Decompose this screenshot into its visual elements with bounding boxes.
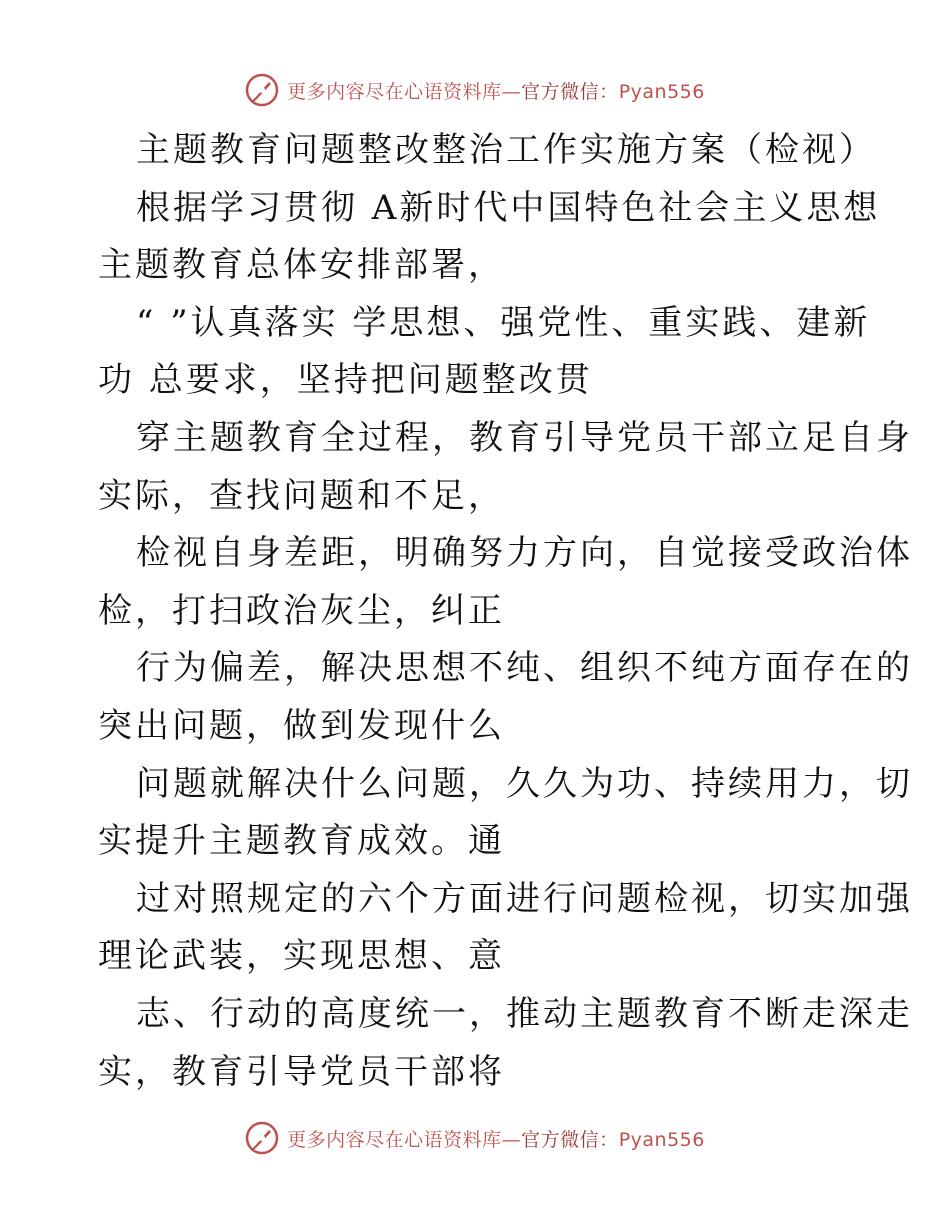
document-line: 功 总要求，坚持把问题整改贯 xyxy=(98,360,593,401)
document-line: 过对照规定的六个方面进行问题检视，切实加强 xyxy=(136,878,913,919)
header-banner xyxy=(0,70,950,110)
banner-official-label: 官方微信： xyxy=(521,80,619,103)
document-line: 突出问题，做到发现什么 xyxy=(98,705,505,746)
document-line: 主题教育总体安排部署， xyxy=(98,245,505,286)
document-body xyxy=(98,122,913,1101)
document-line: 志、行动的高度统一，推动主题教育不断走深走 xyxy=(136,993,913,1034)
banner-wechat-id: Pyan556 xyxy=(618,1128,705,1151)
banner-main-text: 更多内容尽在心语资料库 xyxy=(287,80,502,103)
document-line: 问题就解决什么问题，久久为功、持续用力，切 xyxy=(136,763,913,804)
document-line: 主题教育问题整改整治工作实施方案（检视） xyxy=(136,130,876,170)
document-line: “ ”认真落实 学思想、强党性、重实践、建新 xyxy=(136,302,871,343)
banner-main-text: 更多内容尽在心语资料库 xyxy=(287,1128,502,1151)
banner-dash: — xyxy=(501,1128,522,1151)
document-line: 检，打扫政治灰尘，纠正 xyxy=(98,590,505,631)
document-line: 行为偏差，解决思想不纯、组织不纯方面存在的 xyxy=(136,648,913,689)
document-line: 实，教育引导党员干部将 xyxy=(98,1051,505,1092)
document-line: 根据学习贯彻 A新时代中国特色社会主义思想 xyxy=(136,187,881,228)
banner-caption xyxy=(287,77,705,104)
banner-official-label: 官方微信： xyxy=(521,1128,619,1151)
banner-wechat-id: Pyan556 xyxy=(618,80,705,103)
document-line: 穿主题教育全过程，教育引导党员干部立足自身 xyxy=(136,417,913,458)
document-line: 理论武装，实现思想、意 xyxy=(98,936,505,977)
banner-dash: — xyxy=(501,80,522,103)
quill-pen-logo-icon xyxy=(245,1121,279,1155)
document-line: 实提升主题教育成效。通 xyxy=(98,821,505,862)
footer-banner xyxy=(0,1118,950,1158)
document-line: 检视自身差距，明确努力方向，自觉接受政治体 xyxy=(136,533,913,574)
document-line: 实际，查找问题和不足， xyxy=(98,475,505,516)
banner-caption xyxy=(287,1125,705,1152)
quill-pen-logo-icon xyxy=(245,73,279,107)
